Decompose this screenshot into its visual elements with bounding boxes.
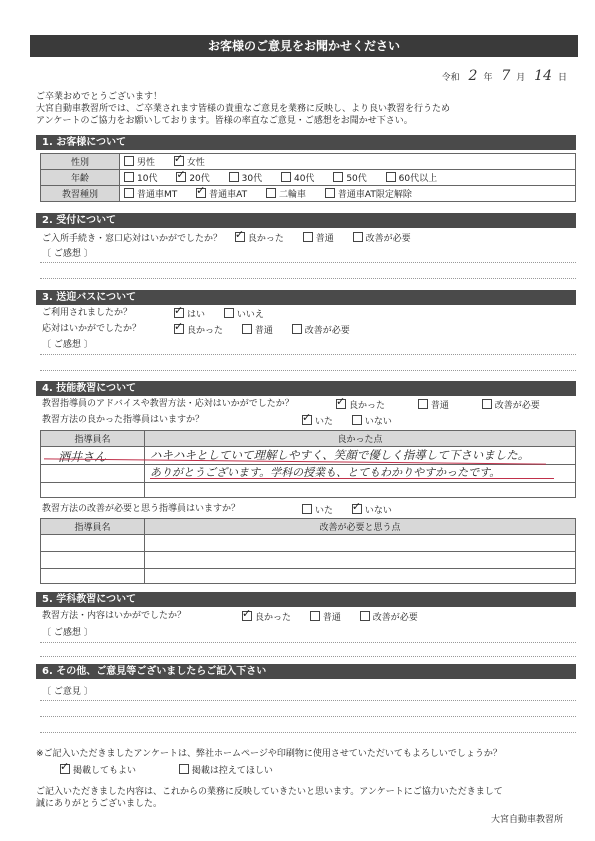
checkbox-checked-icon[interactable] <box>302 415 312 425</box>
option-label: 女性 <box>186 158 205 168</box>
year-value: 2 <box>468 68 478 84</box>
checkbox-icon[interactable] <box>124 156 134 166</box>
option-label: 良かった <box>247 234 284 244</box>
checkbox-checked-icon[interactable] <box>352 504 362 514</box>
table-cell[interactable] <box>41 552 145 569</box>
section-6-header: 6. その他、ご意見等ございましたらご記入下さい <box>36 664 576 679</box>
reception-improve[interactable] <box>353 231 411 246</box>
write-line[interactable] <box>40 370 576 371</box>
option-label: 改善が必要 <box>372 613 418 623</box>
closing-line: ご記入いただきました内容は、これからの業務に反映していきたいと思います。アンケートにご協力いただきまして <box>36 787 503 797</box>
table-cell[interactable] <box>41 535 145 552</box>
course-at-release[interactable] <box>325 187 412 200</box>
section-4-header: 4. 技能教習について <box>36 381 576 396</box>
closing-line: 誠にありがとうございました。 <box>36 799 163 809</box>
option-label: 良かった <box>187 326 224 336</box>
option-label: 普通 <box>430 401 449 411</box>
checkbox-checked-icon[interactable] <box>196 188 206 198</box>
course-motorcycle[interactable] <box>266 187 306 200</box>
day-value: 14 <box>534 68 552 84</box>
checkbox-icon[interactable] <box>386 172 396 182</box>
table-cell[interactable] <box>145 569 576 584</box>
bus-impression-label: 〔 ご感想 〕 <box>42 340 93 350</box>
customer-info-table <box>40 153 576 202</box>
red-underline <box>150 478 554 479</box>
good-instructor-no[interactable] <box>352 414 392 429</box>
checkbox-icon[interactable] <box>333 172 343 182</box>
checkbox-checked-icon[interactable] <box>60 764 70 774</box>
bus-use-question <box>42 307 264 320</box>
reception-question <box>42 231 427 246</box>
improve-instructor-no[interactable] <box>352 503 392 518</box>
gender-label: 性別 <box>41 154 120 170</box>
option-label: 普通車AT <box>209 190 248 200</box>
company-name: 大宮自動車教習所 <box>490 815 563 825</box>
checkbox-icon[interactable] <box>303 232 313 242</box>
question-text: 応対はいかがでしたか？ <box>42 324 142 334</box>
option-label: 改善が必要 <box>494 401 540 411</box>
option-label: 二輪車 <box>278 190 306 200</box>
table-cell[interactable] <box>145 535 576 552</box>
gender-options <box>120 154 576 170</box>
advice-improve[interactable] <box>482 398 540 413</box>
section-2-header: 2. 受付について <box>36 213 576 228</box>
day-unit: 日 <box>557 73 567 83</box>
instructor-advice-question <box>42 398 576 411</box>
intro-line: アンケートのご協力をお願いしております。皆様の率直なご意見・ご感想をお聞かせ下さい。 <box>36 116 413 126</box>
col-instructor-name: 指導員名 <box>41 431 145 447</box>
age-20s[interactable] <box>176 171 209 184</box>
classroom-impression-label: 〔 ご感想 〕 <box>42 628 93 638</box>
bus-service-average[interactable] <box>242 323 273 338</box>
table-cell[interactable] <box>41 483 145 498</box>
bus-use-no[interactable] <box>224 307 264 322</box>
option-label: 普通 <box>254 326 273 336</box>
option-label: いない <box>364 506 392 516</box>
checkbox-icon[interactable] <box>325 188 335 198</box>
option-label: 60代以上 <box>398 174 438 184</box>
age-30s[interactable] <box>229 171 262 184</box>
checkbox-icon[interactable] <box>310 611 320 621</box>
classroom-average[interactable] <box>310 610 341 625</box>
section-5-header: 5. 学科教習について <box>36 592 576 607</box>
publication-note: ※ご記入いただきましたアンケートは、弊社ホームページや印刷物に使用させていただいてもよろしいでしょうか？ <box>36 749 502 759</box>
write-line[interactable] <box>40 732 576 733</box>
checkbox-icon[interactable] <box>124 172 134 182</box>
question-text: ご利用されましたか？ <box>42 308 133 318</box>
option-label: 改善が必要 <box>365 234 411 244</box>
era-label: 令和 <box>441 73 460 83</box>
good-instructor-yes[interactable] <box>302 414 333 429</box>
section-3-header: 3. 送迎バスについて <box>36 290 576 305</box>
intro-text <box>36 91 576 127</box>
opinion-label: 〔 ご意見 〕 <box>42 687 93 697</box>
option-label: 掲載は控えてほしい <box>191 766 273 776</box>
checkbox-checked-icon[interactable] <box>336 399 346 409</box>
checkbox-icon[interactable] <box>360 611 370 621</box>
bus-service-good[interactable] <box>174 323 223 338</box>
course-options <box>120 186 576 202</box>
course-mt[interactable] <box>124 187 177 200</box>
gender-male[interactable] <box>124 155 155 168</box>
option-label: 普通車AT限定解除 <box>337 190 412 200</box>
checkbox-icon[interactable] <box>281 172 291 182</box>
question-text: 教習方法の良かった指導員はいますか？ <box>42 415 205 425</box>
month-value: 7 <box>501 68 511 84</box>
option-label: 10代 <box>137 174 158 184</box>
option-label: いた <box>315 417 334 427</box>
write-line[interactable] <box>40 656 576 657</box>
option-label: 普通 <box>315 234 334 244</box>
publication-options <box>60 763 289 778</box>
checkbox-checked-icon[interactable] <box>235 232 245 242</box>
checkbox-icon[interactable] <box>242 324 252 334</box>
gender-female[interactable] <box>174 155 205 168</box>
checkbox-checked-icon[interactable] <box>174 324 184 334</box>
checkbox-icon[interactable] <box>352 415 362 425</box>
write-line[interactable] <box>40 278 576 279</box>
month-unit: 月 <box>516 73 526 83</box>
bus-service-question <box>42 323 350 336</box>
checkbox-icon[interactable] <box>224 308 234 318</box>
checkbox-icon[interactable] <box>266 188 276 198</box>
option-label: 掲載してもよい <box>73 766 137 776</box>
form-title: お客様のご意見をお聞かせください <box>30 35 578 57</box>
option-label: 普通 <box>322 613 341 623</box>
closing-text <box>36 786 503 810</box>
checkbox-icon[interactable] <box>229 172 239 182</box>
age-options <box>120 170 576 186</box>
checkbox-checked-icon[interactable] <box>174 156 184 166</box>
course-label: 教習種別 <box>41 186 120 202</box>
age-label: 年齢 <box>41 170 120 186</box>
age-50s[interactable] <box>333 171 366 184</box>
option-label: いいえ <box>236 310 264 320</box>
option-label: はい <box>187 310 206 320</box>
checkbox-icon[interactable] <box>124 188 134 198</box>
reception-average[interactable] <box>303 231 334 246</box>
question-text: 教習方法の改善が必要と思う指導員はいますか？ <box>42 504 241 514</box>
age-60s-plus[interactable] <box>386 171 437 184</box>
classroom-good[interactable] <box>242 610 291 625</box>
option-label: 20代 <box>189 174 210 184</box>
bus-service-improve[interactable] <box>292 323 350 338</box>
option-label: 40代 <box>293 174 315 184</box>
option-label: 改善が必要 <box>304 326 350 336</box>
option-label: 50代 <box>346 174 367 184</box>
good-instructor-question <box>42 414 392 427</box>
question-text: 教習方法・内容はいかがでしたか？ <box>42 611 187 621</box>
reception-good[interactable] <box>235 231 284 246</box>
publish-ok[interactable] <box>60 763 136 778</box>
table-cell[interactable] <box>41 465 145 483</box>
age-40s[interactable] <box>281 171 314 184</box>
write-line[interactable] <box>40 262 576 263</box>
checkbox-icon[interactable] <box>418 399 428 409</box>
publish-no[interactable] <box>179 763 273 778</box>
option-label: 30代 <box>241 174 263 184</box>
handwritten-comment-line2: ありがとうございます。学科の授業も、とてもわかりやすかったです。 <box>150 466 501 479</box>
option-label: いた <box>315 506 334 516</box>
section-1-header: 1. お客様について <box>36 135 576 150</box>
date-field <box>442 68 567 84</box>
col-good-points: 良かった点 <box>145 431 576 447</box>
question-text: ご入所手続き・窓口応対はいかがでしたか？ <box>42 234 223 244</box>
year-unit: 年 <box>483 73 493 83</box>
improve-instructor-yes[interactable] <box>302 503 333 518</box>
improve-instructor-question <box>42 503 392 516</box>
course-at[interactable] <box>196 187 247 200</box>
advice-average[interactable] <box>418 398 449 413</box>
improve-instructor-table <box>40 518 576 584</box>
checkbox-icon[interactable] <box>292 324 302 334</box>
checkbox-icon[interactable] <box>302 504 312 514</box>
col-improve-points: 改善が必要と思う点 <box>145 519 576 535</box>
question-text: 教習指導員のアドバイスや教習方法・応対はいかがでしたか？ <box>42 399 294 409</box>
checkbox-icon[interactable] <box>482 399 492 409</box>
table-cell[interactable] <box>145 483 576 498</box>
classroom-question <box>42 610 418 623</box>
classroom-improve[interactable] <box>360 610 418 625</box>
option-label: 良かった <box>349 401 386 411</box>
age-10s[interactable] <box>124 171 157 184</box>
option-label: いない <box>364 417 392 427</box>
advice-good[interactable] <box>336 398 385 413</box>
checkbox-icon[interactable] <box>179 764 189 774</box>
table-cell[interactable] <box>145 552 576 569</box>
write-line[interactable] <box>40 716 576 717</box>
intro-line: 大宮自動車教習所では、ご卒業されます皆様の貴重なご意見を業務に反映し、より良い教習を行うため <box>36 104 451 114</box>
checkbox-checked-icon[interactable] <box>174 308 184 318</box>
checkbox-checked-icon[interactable] <box>242 611 252 621</box>
option-label: 普通車MT <box>137 190 178 200</box>
handwritten-instructor-name: 酒井さん <box>58 450 107 464</box>
col-instructor-name: 指導員名 <box>41 519 145 535</box>
option-label: 良かった <box>255 613 292 623</box>
handwritten-comment-line1: ハキハキとしていて理解しやすく、笑顔で優しく指導して下さいました。 <box>150 448 530 462</box>
write-line[interactable] <box>40 642 576 643</box>
option-label: 男性 <box>137 158 156 168</box>
checkbox-icon[interactable] <box>353 232 363 242</box>
write-line[interactable] <box>40 700 576 701</box>
checkbox-checked-icon[interactable] <box>176 172 186 182</box>
intro-line: ご卒業おめでとうございます！ <box>36 92 163 102</box>
write-line[interactable] <box>40 354 576 355</box>
reception-impression-label: 〔 ご感想 〕 <box>42 249 93 259</box>
table-cell[interactable] <box>41 569 145 584</box>
